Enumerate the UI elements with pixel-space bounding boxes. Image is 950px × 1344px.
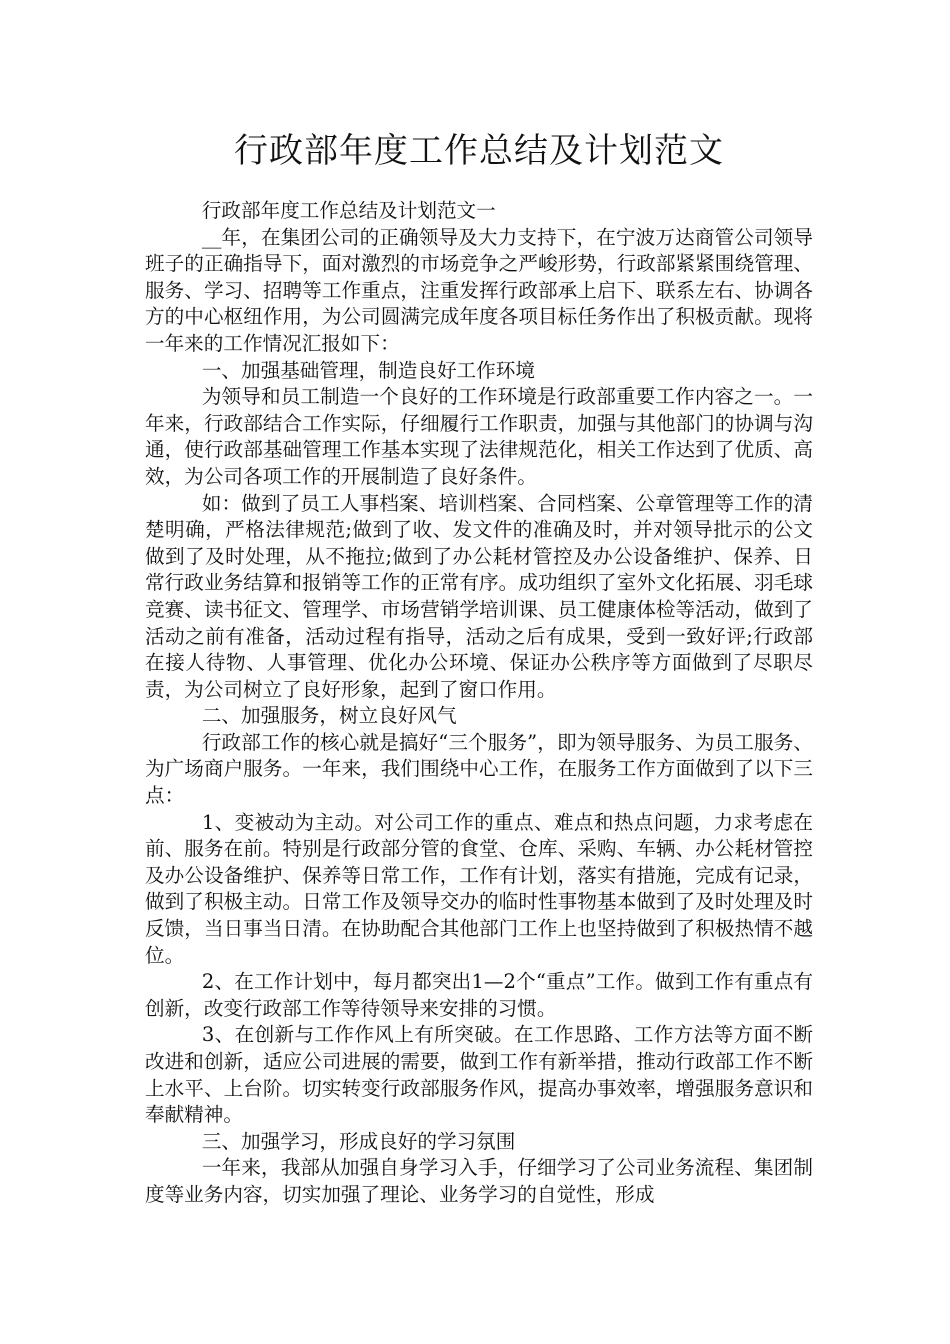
section-heading-3: 三、加强学习，形成良好的学习氛围	[201, 1129, 516, 1153]
body-paragraph: 一年来，我部从加强自身学习入手，仔细学习了公司业务流程、集团制度等业务内容，切实加强了理论、业务学习的自觉性，形成	[145, 1156, 813, 1206]
body-paragraph: 如：做到了员工人事档案、培训档案、合同档案、公章管理等工作的清楚明确，严格法律规范;做到了收、发文件的准确及时，并对领导批示的公文做到了及时处理，从不拖拉;做到了办公耗材管控及办公设备维护、保养、日常行政业务结算和报销等工作的正常有序。成功组织了室外文化拓展、羽毛球竞赛、读书征文、管理学、市场营销学培训课、员工健康体检等活动，做到了活动之前有准备，活动过程有指导，活动之后有成果，受到一致好评;行政部在接人待物、人事管理、优化办公环境、保证办公秩序等方面做到了尽职尽责，为公司树立了良好形象，起到了窗口作用。	[145, 491, 813, 701]
section-heading-1: 一、加强基础管理，制造良好工作环境	[201, 358, 535, 382]
section-heading-2: 二、加强服务，树立良好风气	[201, 704, 457, 728]
body-paragraph: 为领导和员工制造一个良好的工作环境是行政部重要工作内容之一。一年来，行政部结合工作实际，仔细履行工作职责，加强与其他部门的协调与沟通，使行政部基础管理工作基本实现了法律规范化，相关工作达到了优质、高效，为公司各项工作的开展制造了良好条件。	[145, 385, 813, 488]
document-body	[145, 198, 813, 1209]
list-item-1: 1、变被动为主动。对公司工作的重点、难点和热点问题，力求考虑在前、服务在前。特别是行政部分管的食堂、仓库、采购、车辆、办公耗材管控及办公设备维护、保养等日常工作，工作有计划，落实有措施，完成有记录，做到了积极主动。日常工作及领导交办的临时性事物基本做到了及时处理及时反馈，当日事当日清。在协助配合其他部门工作上也坚持做到了积极热情不越位。	[145, 810, 813, 967]
list-item-2: 2、在工作计划中，每月都突出1—2个“重点”工作。做到工作有重点有创新，改变行政部工作等待领导来安排的习惯。	[145, 970, 813, 1020]
document-title: 行政部年度工作总结及计划范文	[234, 131, 724, 171]
body-paragraph: 行政部工作的核心就是搞好“三个服务”，即为领导服务、为员工服务、为广场商户服务。一年来，我们围绕中心工作，在服务工作方面做到了以下三点：	[145, 730, 813, 808]
subtitle-paragraph: 行政部年度工作总结及计划范文一	[201, 199, 496, 222]
intro-paragraph: __年，在集团公司的正确领导及大力支持下，在宁波万达商管公司领导班子的正确指导下，面对激烈的市场竞争之严峻形势，行政部紧紧围绕管理、服务、学习、招聘等工作重点，注重发挥行政部承上启下、联系左右、协调各方的中心枢纽作用，为公司圆满完成年度各项目标任务作出了积极贡献。现将一年来的工作情况汇报如下：	[145, 225, 813, 355]
list-item-3: 3、在创新与工作作风上有所突破。在工作思路、工作方法等方面不断改进和创新，适应公司进展的需要，做到工作有新举措，推动行政部工作不断上水平、上台阶。切实转变行政部服务作风，提高办事效率，增强服务意识和奉献精神。	[145, 1023, 813, 1127]
document-page	[145, 0, 813, 1344]
